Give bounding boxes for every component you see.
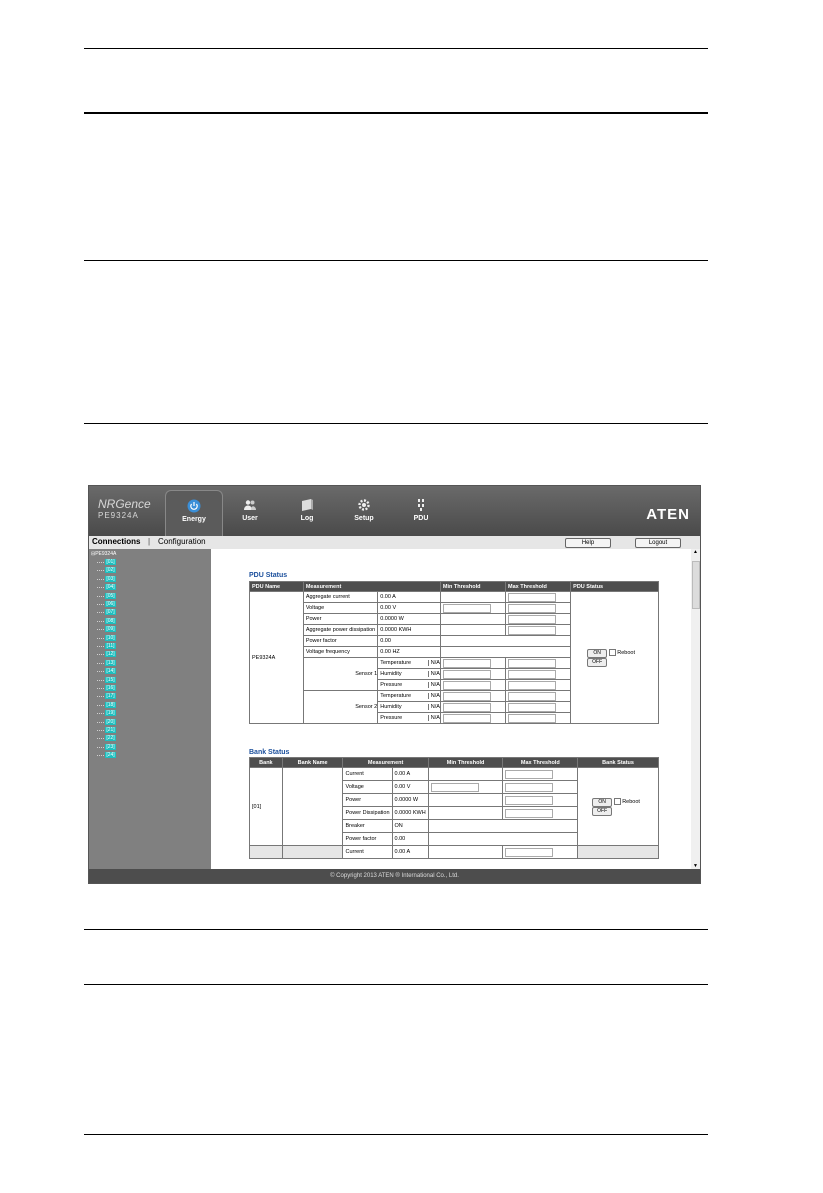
- max-threshold-cell: [503, 768, 578, 781]
- measure-value: 0.00 V: [392, 781, 428, 794]
- measure-label: Power Dissipation: [343, 807, 392, 820]
- table-header: [250, 582, 659, 592]
- max-threshold-input[interactable]: [505, 848, 553, 857]
- measure-value: 0.0000 KWH: [378, 625, 441, 636]
- tree-port-item[interactable]: [08]: [106, 617, 115, 624]
- sensor-measure-value: N/A: [430, 671, 440, 677]
- min-threshold-cell: [440, 669, 505, 680]
- empty-threshold-cell: [440, 647, 570, 658]
- min-threshold-cell: [440, 625, 505, 636]
- help-button[interactable]: Help: [565, 538, 611, 548]
- max-threshold-input[interactable]: [508, 604, 556, 613]
- page-rule: [84, 929, 708, 930]
- page-rule: [84, 423, 708, 424]
- col-bank-name: Bank Name: [282, 758, 343, 768]
- tab-log-label: Log: [300, 515, 314, 522]
- pdu-on-button[interactable]: ON: [587, 649, 607, 658]
- brand-name: NRGence: [98, 497, 151, 511]
- connections-link[interactable]: Connections: [92, 537, 141, 546]
- table-row: [250, 592, 659, 603]
- table-row: [250, 768, 659, 781]
- tree-root[interactable]: [91, 551, 116, 557]
- max-threshold-input[interactable]: [508, 692, 556, 701]
- tab-energy[interactable]: [165, 490, 223, 537]
- empty-threshold-cell: [428, 833, 577, 846]
- measure-value: 0.00: [392, 833, 428, 846]
- measure-label: Aggregate power dissipation: [303, 625, 377, 636]
- pdu-status-cell: [571, 592, 659, 724]
- col-bank-status: Bank Status: [578, 758, 659, 768]
- main-content: [211, 549, 691, 869]
- bank-on-button[interactable]: ON: [592, 798, 612, 807]
- pdu-reboot-checkbox[interactable]: [609, 649, 616, 656]
- aten-logo: ATEN: [646, 506, 690, 523]
- screenshot-window: [88, 485, 701, 884]
- page-rule: [84, 260, 708, 261]
- min-threshold-cell: [440, 614, 505, 625]
- sensor-measure-label: Humidity: [378, 704, 429, 710]
- measure-value: 0.00: [378, 636, 441, 647]
- tab-pdu[interactable]: [393, 490, 449, 536]
- tab-pdu-label: PDU: [413, 515, 429, 522]
- tree-port-item[interactable]: [02]: [106, 567, 115, 574]
- measure-value: 0.00 V: [378, 603, 441, 614]
- tree-port-item[interactable]: [18]: [106, 701, 115, 708]
- min-threshold-cell: [428, 807, 503, 820]
- max-threshold-cell: [503, 781, 578, 794]
- measure-label: Breaker: [343, 820, 392, 833]
- tree-port-item[interactable]: [10]: [106, 634, 115, 641]
- bank-name-cell: [282, 768, 343, 846]
- max-threshold-input[interactable]: [505, 809, 553, 818]
- sensor-reading: [378, 691, 441, 702]
- max-threshold-cell: [506, 669, 571, 680]
- tree-port-item[interactable]: [19]: [106, 710, 115, 717]
- bank-reboot-checkbox[interactable]: [614, 798, 621, 805]
- sensor-reading: [378, 680, 441, 691]
- tree-port-item[interactable]: [05]: [106, 592, 115, 599]
- min-threshold-cell: [440, 680, 505, 691]
- table-header: [250, 758, 659, 768]
- col-max-threshold: Max Threshold: [503, 758, 578, 768]
- measure-label: Power: [303, 614, 377, 625]
- pdu-off-button[interactable]: OFF: [587, 658, 607, 667]
- tree-port-item[interactable]: [07]: [106, 609, 115, 616]
- brand-model: PE9324A: [98, 511, 139, 520]
- min-threshold-cell: [440, 691, 505, 702]
- min-threshold-cell: [428, 846, 503, 859]
- scroll-up-icon[interactable]: ▲: [693, 549, 698, 555]
- tree-port-item[interactable]: [03]: [106, 575, 115, 582]
- max-threshold-cell: [506, 680, 571, 691]
- copyright-footer: © Copyright 2013 ATEN ® International Co., Ltd.: [89, 869, 700, 883]
- max-threshold-input[interactable]: [505, 770, 553, 779]
- sensor-2-label: Sensor 2: [303, 691, 377, 724]
- max-threshold-cell: [506, 592, 571, 603]
- sensor-measure-value: N/A: [430, 715, 440, 721]
- measure-label: Current: [343, 768, 392, 781]
- max-threshold-cell: [503, 794, 578, 807]
- nav-separator: |: [148, 537, 151, 546]
- tab-energy-label: Energy: [182, 516, 206, 523]
- tree-port-item[interactable]: [09]: [106, 626, 115, 633]
- tree-root-label: PE9324A: [95, 551, 117, 557]
- tree-port-item[interactable]: [04]: [106, 584, 115, 591]
- tree-port-item[interactable]: [24]: [106, 752, 115, 759]
- measure-value: 0.0000 W: [392, 794, 428, 807]
- tree-port-item[interactable]: [17]: [106, 693, 115, 700]
- min-threshold-input[interactable]: [443, 703, 491, 712]
- min-threshold-input[interactable]: [443, 681, 491, 690]
- min-threshold-cell: [428, 794, 503, 807]
- col-pdu-status: PDU Status: [571, 582, 659, 592]
- sensor-measure-label: Temperature: [378, 660, 429, 666]
- max-threshold-cell: [506, 603, 571, 614]
- min-threshold-input[interactable]: [443, 604, 491, 613]
- pdu-status-title: PDU Status: [249, 572, 288, 579]
- min-threshold-cell: [428, 768, 503, 781]
- max-threshold-input[interactable]: [508, 626, 556, 635]
- max-threshold-input[interactable]: [508, 670, 556, 679]
- sensor-reading: [378, 702, 441, 713]
- measure-value: 0.0000 KWH: [392, 807, 428, 820]
- max-threshold-cell: [506, 658, 571, 669]
- min-threshold-cell: [428, 781, 503, 794]
- page-rule-heading: [84, 112, 708, 114]
- tree-port-item[interactable]: [11]: [106, 643, 115, 649]
- page-rule-bottom: [84, 1134, 708, 1135]
- col-measurement: Measurement: [303, 582, 440, 592]
- tree-port-item[interactable]: [14]: [106, 668, 115, 675]
- page-rule: [84, 984, 708, 985]
- vertical-scrollbar[interactable]: [691, 549, 700, 869]
- brand-logo: [98, 499, 151, 521]
- sensor-measure-value: N/A: [430, 660, 440, 666]
- sensor-measure-label: Pressure: [378, 682, 429, 688]
- measure-value: 0.0000 W: [378, 614, 441, 625]
- col-pdu-name: PDU Name: [250, 582, 304, 592]
- min-threshold-cell: [440, 702, 505, 713]
- max-threshold-input[interactable]: [508, 714, 556, 723]
- max-threshold-cell: [503, 846, 578, 859]
- tree-port-item[interactable]: [13]: [106, 659, 115, 666]
- max-threshold-input[interactable]: [505, 796, 553, 805]
- sensor-measure-label: Humidity: [378, 671, 429, 677]
- tree-port-item[interactable]: [01]: [106, 559, 115, 565]
- pdu-status-table: [249, 581, 659, 724]
- tab-user-label: User: [242, 515, 258, 522]
- scroll-down-icon[interactable]: ▼: [693, 863, 698, 869]
- tree-port-item[interactable]: [23]: [106, 743, 115, 750]
- empty-threshold-cell: [440, 636, 570, 647]
- sensor-measure-label: Temperature: [378, 693, 429, 699]
- max-threshold-cell: [506, 713, 571, 724]
- min-threshold-input[interactable]: [443, 659, 491, 668]
- measure-label: Power: [343, 794, 392, 807]
- max-threshold-cell: [503, 807, 578, 820]
- pdu-reboot-label: Reboot: [617, 649, 635, 656]
- measure-value: 0.00 A: [392, 846, 428, 859]
- tree-port-item[interactable]: [16]: [106, 685, 115, 691]
- collapse-icon[interactable]: ⊟: [91, 551, 96, 557]
- tab-setup[interactable]: [336, 490, 392, 536]
- col-bank: Bank: [250, 758, 283, 768]
- measure-label: Power factor: [303, 636, 377, 647]
- max-threshold-input[interactable]: [508, 703, 556, 712]
- bank-off-button[interactable]: OFF: [592, 807, 612, 816]
- measure-value: ON: [392, 820, 428, 833]
- bank-reboot-label: Reboot: [622, 798, 640, 805]
- tree-port-item[interactable]: [22]: [106, 735, 115, 742]
- bank-status-title: Bank Status: [249, 749, 290, 756]
- max-threshold-cell: [506, 702, 571, 713]
- tree-port-item[interactable]: [21]: [106, 727, 115, 733]
- tree-port-item[interactable]: [20]: [106, 718, 115, 725]
- sensor-reading: [378, 658, 441, 669]
- bank-name-cell: [282, 846, 343, 859]
- min-threshold-cell: [440, 603, 505, 614]
- empty-threshold-cell: [428, 820, 577, 833]
- tree-port-item[interactable]: [12]: [106, 651, 115, 658]
- page-rule-top: [84, 48, 708, 49]
- sensor-reading: [378, 669, 441, 680]
- tab-log[interactable]: [279, 490, 335, 536]
- sensor-measure-value: N/A: [430, 704, 440, 710]
- col-measurement: Measurement: [343, 758, 428, 768]
- sensor-measure-label: Pressure: [378, 715, 429, 721]
- users-icon: [243, 498, 257, 512]
- sensor-measure-value: N/A: [430, 682, 440, 688]
- max-threshold-input[interactable]: [508, 681, 556, 690]
- tree-port-item[interactable]: [15]: [106, 676, 115, 683]
- sensor-reading: [378, 713, 441, 724]
- measure-label: Current: [343, 846, 392, 859]
- table-row: [250, 846, 659, 859]
- measure-label: Aggregate current: [303, 592, 377, 603]
- measure-label: Voltage: [303, 603, 377, 614]
- scrollbar-thumb[interactable]: [692, 561, 700, 609]
- log-icon: [300, 498, 314, 512]
- measure-label: Voltage frequency: [303, 647, 377, 658]
- max-threshold-cell: [506, 614, 571, 625]
- min-threshold-cell: [440, 713, 505, 724]
- measure-value: 0.00 A: [378, 592, 441, 603]
- measure-label: Power factor: [343, 833, 392, 846]
- logout-button[interactable]: Logout: [635, 538, 681, 548]
- pdu-name-cell: PE9324A: [250, 592, 304, 724]
- min-threshold-input[interactable]: [443, 692, 491, 701]
- col-max-threshold: Max Threshold: [506, 582, 571, 592]
- max-threshold-input[interactable]: [508, 615, 556, 624]
- bank-status-cell: [578, 846, 659, 859]
- power-icon: [187, 499, 201, 513]
- max-threshold-input[interactable]: [505, 783, 553, 792]
- gear-icon: [357, 498, 371, 512]
- sub-navigation-bar: [89, 536, 700, 549]
- tree-port-item[interactable]: [06]: [106, 601, 115, 607]
- port-tree: [89, 549, 211, 869]
- bank-status-table: [249, 757, 659, 859]
- max-threshold-input[interactable]: [508, 659, 556, 668]
- min-threshold-cell: [440, 658, 505, 669]
- bank-id-cell: [250, 846, 283, 859]
- measure-value: 0.00 HZ: [378, 647, 441, 658]
- min-threshold-input[interactable]: [443, 670, 491, 679]
- top-navigation-bar: [89, 486, 700, 536]
- measure-label: Voltage: [343, 781, 392, 794]
- configuration-link[interactable]: Configuration: [158, 537, 206, 546]
- bank-id-cell: [01]: [250, 768, 283, 846]
- pdu-icon: [414, 498, 428, 512]
- tab-setup-label: Setup: [354, 515, 374, 522]
- min-threshold-cell: [440, 592, 505, 603]
- bank-status-cell: [578, 768, 659, 846]
- max-threshold-cell: [506, 625, 571, 636]
- max-threshold-cell: [506, 691, 571, 702]
- min-threshold-input[interactable]: [431, 783, 479, 792]
- measure-value: 0.00 A: [392, 768, 428, 781]
- min-threshold-input[interactable]: [443, 714, 491, 723]
- col-min-threshold: Min Threshold: [440, 582, 505, 592]
- max-threshold-input[interactable]: [508, 593, 556, 602]
- sensor-1-label: Sensor 1: [303, 658, 377, 691]
- col-min-threshold: Min Threshold: [428, 758, 503, 768]
- sensor-measure-value: N/A: [430, 693, 440, 699]
- tab-user[interactable]: [222, 490, 278, 536]
